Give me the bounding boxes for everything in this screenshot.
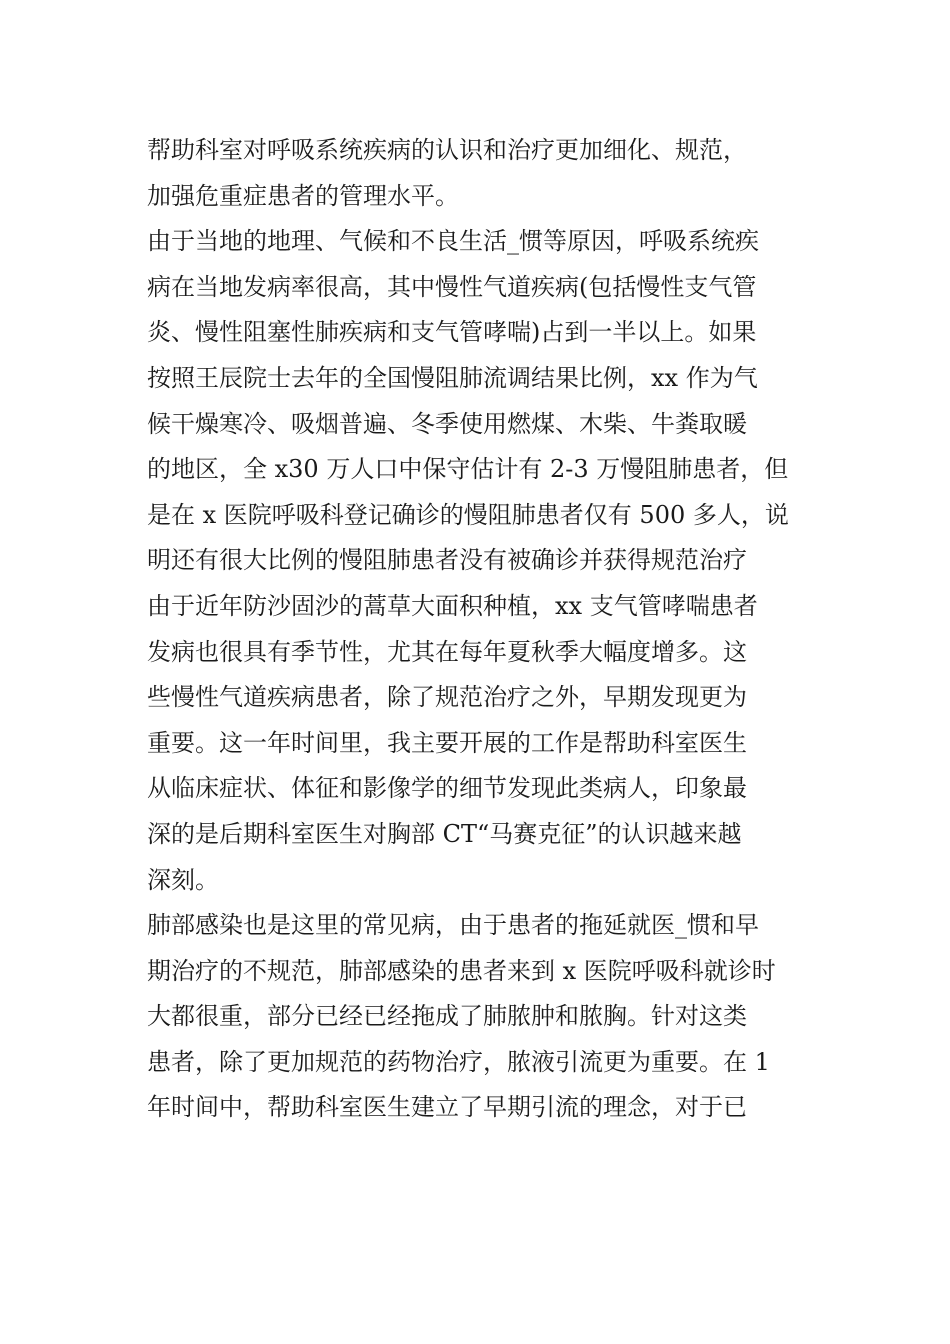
body-text	[147, 128, 817, 1131]
text-line: 候干燥寒冷、吸烟普遍、冬季使用燃煤、木柴、牛粪取暖	[147, 409, 747, 438]
text-line: 大都很重，部分已经已经拖成了肺脓肿和脓胸。针对这类	[147, 1002, 747, 1031]
text-line: 深刻。	[147, 865, 219, 894]
text-line: 深的是后期科室医生对胸部 CT“马赛克征”的认识越来越	[147, 819, 742, 848]
text-line: 从临床症状、体征和影像学的细节发现此类病人，印象最	[147, 774, 747, 803]
text-line: 年时间中，帮助科室医生建立了早期引流的理念，对于已	[147, 1093, 747, 1122]
text-line: 的地区，全 x30 万人口中保守估计有 2-3 万慢阻肺患者，但	[147, 455, 789, 484]
text-line: 按照王辰院士去年的全国慢阻肺流调结果比例，xx 作为气	[147, 363, 758, 392]
text-line: 由于近年防沙固沙的蒿草大面积种植，xx 支气管哮喘患者	[147, 591, 758, 620]
text-line: 是在 x 医院呼吸科登记确诊的慢阻肺患者仅有 500 多人，说	[147, 500, 789, 529]
text-line: 期治疗的不规范，肺部感染的患者来到 x 医院呼吸科就诊时	[147, 956, 776, 985]
text-line: 患者，除了更加规范的药物治疗，脓液引流更为重要。在 1	[147, 1047, 770, 1076]
text-line: 发病也很具有季节性，尤其在每年夏秋季大幅度增多。这	[147, 637, 747, 666]
text-line: 些慢性气道疾病患者，除了规范治疗之外，早期发现更为	[147, 683, 747, 712]
text-line: 由于当地的地理、气候和不良生活_惯等原因，呼吸系统疾	[147, 227, 759, 256]
text-line: 帮助科室对呼吸系统疾病的认识和治疗更加细化、规范，	[147, 136, 747, 164]
text-line: 炎、慢性阻塞性肺疾病和支气管哮喘)占到一半以上。如果	[147, 318, 757, 347]
text-line: 重要。这一年时间里，我主要开展的工作是帮助科室医生	[147, 728, 747, 757]
text-line: 肺部感染也是这里的常见病，由于患者的拖延就医_惯和早	[147, 911, 759, 940]
text-line: 加强危重症患者的管理水平。	[147, 181, 459, 210]
text-line: 明还有很大比例的慢阻肺患者没有被确诊并获得规范治疗	[147, 546, 747, 575]
text-line: 病在当地发病率很高，其中慢性气道疾病(包括慢性支气管	[147, 272, 757, 301]
